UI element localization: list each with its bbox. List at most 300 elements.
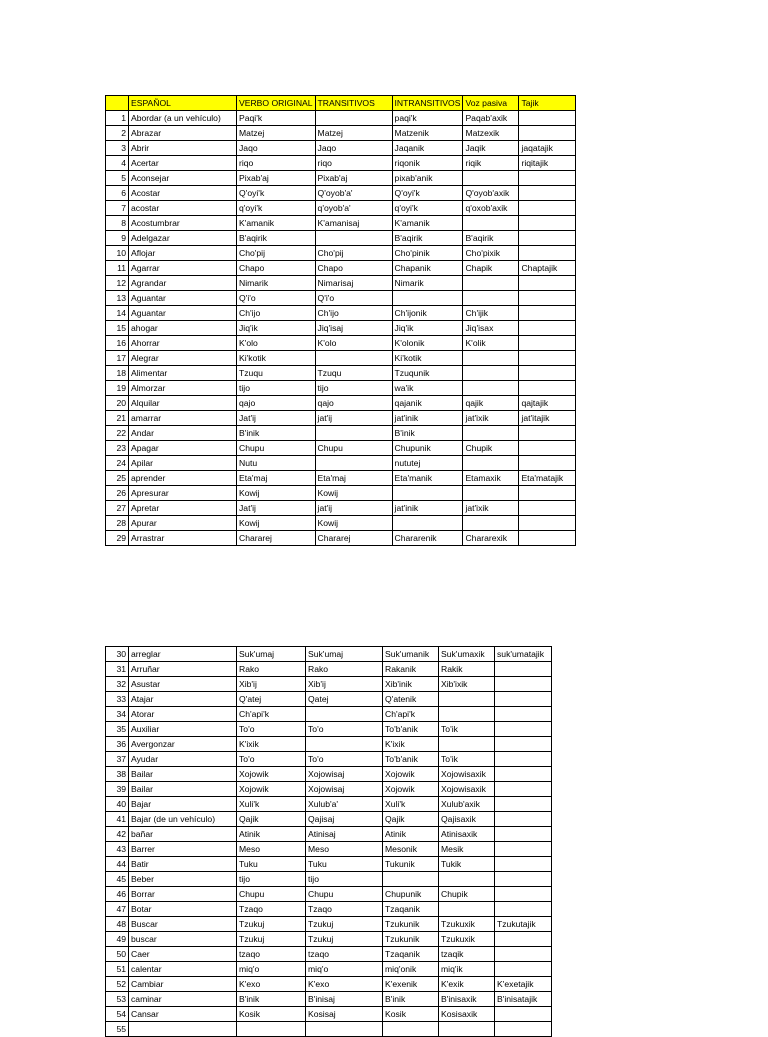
- transitivos-cell[interactable]: To'o: [306, 752, 383, 767]
- intransitivos-cell[interactable]: Mesonik: [383, 842, 439, 857]
- verbo-original-cell[interactable]: miq'o: [237, 962, 306, 977]
- tajik-cell[interactable]: [495, 827, 552, 842]
- transitivos-cell[interactable]: Qajisaj: [306, 812, 383, 827]
- voz-pasiva-cell[interactable]: [463, 216, 519, 231]
- espanol-cell[interactable]: Andar: [129, 426, 237, 441]
- voz-pasiva-cell[interactable]: [463, 366, 519, 381]
- transitivos-cell[interactable]: K'amanisaj: [315, 216, 392, 231]
- espanol-cell[interactable]: Atorar: [129, 707, 237, 722]
- row-number-cell[interactable]: 21: [106, 411, 129, 426]
- espanol-cell[interactable]: Agarrar: [129, 261, 237, 276]
- transitivos-cell[interactable]: Xojowisaj: [306, 782, 383, 797]
- tajik-cell[interactable]: [519, 216, 576, 231]
- transitivos-cell[interactable]: Tzuqu: [315, 366, 392, 381]
- intransitivos-cell[interactable]: K'ixik: [383, 737, 439, 752]
- transitivos-cell[interactable]: B'inisaj: [306, 992, 383, 1007]
- verbo-original-cell[interactable]: Chararej: [237, 531, 316, 546]
- row-number-cell[interactable]: 6: [106, 186, 129, 201]
- voz-pasiva-cell[interactable]: q'oxob'axik: [463, 201, 519, 216]
- verbo-original-cell[interactable]: Q'oyi'k: [237, 186, 316, 201]
- intransitivos-cell[interactable]: Tzukunik: [383, 932, 439, 947]
- row-number-cell[interactable]: 39: [106, 782, 129, 797]
- header-intransitivos[interactable]: INTRANSITIVOS: [392, 96, 463, 111]
- intransitivos-cell[interactable]: Kosik: [383, 1007, 439, 1022]
- row-number-cell[interactable]: 11: [106, 261, 129, 276]
- intransitivos-cell[interactable]: jat'inik: [392, 411, 463, 426]
- row-number-cell[interactable]: 2: [106, 126, 129, 141]
- espanol-cell[interactable]: Bailar: [129, 767, 237, 782]
- espanol-cell[interactable]: Apresurar: [129, 486, 237, 501]
- voz-pasiva-cell[interactable]: Chupik: [439, 887, 495, 902]
- row-number-cell[interactable]: 44: [106, 857, 129, 872]
- intransitivos-cell[interactable]: Chupunik: [383, 887, 439, 902]
- intransitivos-cell[interactable]: Jaqanik: [392, 141, 463, 156]
- intransitivos-cell[interactable]: Xojowik: [383, 782, 439, 797]
- intransitivos-cell[interactable]: Cho'pinik: [392, 246, 463, 261]
- tajik-cell[interactable]: jaqatajik: [519, 141, 576, 156]
- header-verbo-original[interactable]: VERBO ORIGINAL: [237, 96, 316, 111]
- intransitivos-cell[interactable]: Tzaqanik: [383, 902, 439, 917]
- voz-pasiva-cell[interactable]: Tzukuxik: [439, 932, 495, 947]
- espanol-cell[interactable]: Asustar: [129, 677, 237, 692]
- voz-pasiva-cell[interactable]: [463, 171, 519, 186]
- row-number-cell[interactable]: 10: [106, 246, 129, 261]
- row-number-cell[interactable]: 22: [106, 426, 129, 441]
- verbo-original-cell[interactable]: Matzej: [237, 126, 316, 141]
- row-number-cell[interactable]: 43: [106, 842, 129, 857]
- verbo-original-cell[interactable]: Rako: [237, 662, 306, 677]
- row-number-cell[interactable]: 35: [106, 722, 129, 737]
- espanol-cell[interactable]: Bailar: [129, 782, 237, 797]
- espanol-cell[interactable]: Almorzar: [129, 381, 237, 396]
- transitivos-cell[interactable]: Q'oyob'a': [315, 186, 392, 201]
- row-number-cell[interactable]: 24: [106, 456, 129, 471]
- row-number-cell[interactable]: 4: [106, 156, 129, 171]
- verbo-original-cell[interactable]: K'olo: [237, 336, 316, 351]
- tajik-cell[interactable]: [519, 531, 576, 546]
- espanol-cell[interactable]: Apurar: [129, 516, 237, 531]
- tajik-cell[interactable]: [495, 812, 552, 827]
- row-number-cell[interactable]: 17: [106, 351, 129, 366]
- row-number-cell[interactable]: 7: [106, 201, 129, 216]
- voz-pasiva-cell[interactable]: riqik: [463, 156, 519, 171]
- voz-pasiva-cell[interactable]: Rakik: [439, 662, 495, 677]
- voz-pasiva-cell[interactable]: K'exik: [439, 977, 495, 992]
- transitivos-cell[interactable]: Xib'ij: [306, 677, 383, 692]
- intransitivos-cell[interactable]: Ch'ijonik: [392, 306, 463, 321]
- intransitivos-cell[interactable]: Tzuqunik: [392, 366, 463, 381]
- verbo-original-cell[interactable]: riqo: [237, 156, 316, 171]
- tajik-cell[interactable]: [519, 351, 576, 366]
- voz-pasiva-cell[interactable]: [463, 276, 519, 291]
- transitivos-cell[interactable]: Chupu: [306, 887, 383, 902]
- verbo-original-cell[interactable]: Tzaqo: [237, 902, 306, 917]
- voz-pasiva-cell[interactable]: Xojowisaxik: [439, 767, 495, 782]
- verbo-original-cell[interactable]: Paqi'k: [237, 111, 316, 126]
- verbo-original-cell[interactable]: tijo: [237, 872, 306, 887]
- tajik-cell[interactable]: [519, 366, 576, 381]
- row-number-cell[interactable]: 5: [106, 171, 129, 186]
- espanol-cell[interactable]: Barrer: [129, 842, 237, 857]
- tajik-cell[interactable]: [495, 962, 552, 977]
- row-number-cell[interactable]: 26: [106, 486, 129, 501]
- voz-pasiva-cell[interactable]: Etamaxik: [463, 471, 519, 486]
- voz-pasiva-cell[interactable]: Q'oyob'axik: [463, 186, 519, 201]
- transitivos-cell[interactable]: Pixab'aj: [315, 171, 392, 186]
- verbo-original-cell[interactable]: K'amanik: [237, 216, 316, 231]
- tajik-cell[interactable]: [495, 842, 552, 857]
- row-number-cell[interactable]: 19: [106, 381, 129, 396]
- espanol-cell[interactable]: Acostar: [129, 186, 237, 201]
- transitivos-cell[interactable]: [315, 351, 392, 366]
- intransitivos-cell[interactable]: To'b'anik: [383, 752, 439, 767]
- intransitivos-cell[interactable]: K'olonik: [392, 336, 463, 351]
- transitivos-cell[interactable]: Tuku: [306, 857, 383, 872]
- verbo-original-cell[interactable]: B'inik: [237, 992, 306, 1007]
- transitivos-cell[interactable]: To'o: [306, 722, 383, 737]
- transitivos-cell[interactable]: Cho'pij: [315, 246, 392, 261]
- voz-pasiva-cell[interactable]: [439, 872, 495, 887]
- transitivos-cell[interactable]: Tzukuj: [306, 917, 383, 932]
- transitivos-cell[interactable]: Qatej: [306, 692, 383, 707]
- voz-pasiva-cell[interactable]: [439, 692, 495, 707]
- row-number-cell[interactable]: 31: [106, 662, 129, 677]
- row-number-cell[interactable]: 28: [106, 516, 129, 531]
- voz-pasiva-cell[interactable]: Xib'ixik: [439, 677, 495, 692]
- verbo-original-cell[interactable]: Tzuqu: [237, 366, 316, 381]
- transitivos-cell[interactable]: tijo: [306, 872, 383, 887]
- espanol-cell[interactable]: Apagar: [129, 441, 237, 456]
- transitivos-cell[interactable]: Atinisaj: [306, 827, 383, 842]
- transitivos-cell[interactable]: jat'ij: [315, 501, 392, 516]
- intransitivos-cell[interactable]: Matzenik: [392, 126, 463, 141]
- tajik-cell[interactable]: riqitajik: [519, 156, 576, 171]
- espanol-cell[interactable]: Acostumbrar: [129, 216, 237, 231]
- verbo-original-cell[interactable]: q'oyi'k: [237, 201, 316, 216]
- voz-pasiva-cell[interactable]: B'aqirik: [463, 231, 519, 246]
- verbo-original-cell[interactable]: Jiq'ik: [237, 321, 316, 336]
- intransitivos-cell[interactable]: Chapanik: [392, 261, 463, 276]
- row-number-cell[interactable]: 51: [106, 962, 129, 977]
- voz-pasiva-cell[interactable]: [439, 707, 495, 722]
- header-row-number[interactable]: [106, 96, 129, 111]
- tajik-cell[interactable]: [495, 902, 552, 917]
- transitivos-cell[interactable]: q'oyob'a': [315, 201, 392, 216]
- row-number-cell[interactable]: 55: [106, 1022, 129, 1037]
- verbo-original-cell[interactable]: Eta'maj: [237, 471, 316, 486]
- espanol-cell[interactable]: Atajar: [129, 692, 237, 707]
- row-number-cell[interactable]: 48: [106, 917, 129, 932]
- row-number-cell[interactable]: 49: [106, 932, 129, 947]
- row-number-cell[interactable]: 18: [106, 366, 129, 381]
- verbo-original-cell[interactable]: Xojowik: [237, 767, 306, 782]
- intransitivos-cell[interactable]: paqi'k: [392, 111, 463, 126]
- header-tajik[interactable]: Tajik: [519, 96, 576, 111]
- tajik-cell[interactable]: [495, 872, 552, 887]
- tajik-cell[interactable]: [519, 186, 576, 201]
- voz-pasiva-cell[interactable]: Xulub'axik: [439, 797, 495, 812]
- voz-pasiva-cell[interactable]: Paqab'axik: [463, 111, 519, 126]
- intransitivos-cell[interactable]: [392, 486, 463, 501]
- transitivos-cell[interactable]: [306, 737, 383, 752]
- espanol-cell[interactable]: Abrazar: [129, 126, 237, 141]
- tajik-cell[interactable]: [495, 677, 552, 692]
- verbo-original-cell[interactable]: Nutu: [237, 456, 316, 471]
- intransitivos-cell[interactable]: B'inik: [383, 992, 439, 1007]
- transitivos-cell[interactable]: Kowij: [315, 486, 392, 501]
- row-number-cell[interactable]: 53: [106, 992, 129, 1007]
- tajik-cell[interactable]: [519, 111, 576, 126]
- espanol-cell[interactable]: Cansar: [129, 1007, 237, 1022]
- transitivos-cell[interactable]: Chupu: [315, 441, 392, 456]
- verbo-original-cell[interactable]: Cho'pij: [237, 246, 316, 261]
- espanol-cell[interactable]: Buscar: [129, 917, 237, 932]
- tajik-cell[interactable]: [519, 441, 576, 456]
- verbo-original-cell[interactable]: Atinik: [237, 827, 306, 842]
- tajik-cell[interactable]: K'exetajik: [495, 977, 552, 992]
- transitivos-cell[interactable]: Tzukuj: [306, 932, 383, 947]
- intransitivos-cell[interactable]: riqonik: [392, 156, 463, 171]
- verbo-original-cell[interactable]: Q'i'o: [237, 291, 316, 306]
- espanol-cell[interactable]: calentar: [129, 962, 237, 977]
- tajik-cell[interactable]: [495, 707, 552, 722]
- tajik-cell[interactable]: [495, 932, 552, 947]
- row-number-cell[interactable]: 54: [106, 1007, 129, 1022]
- verbo-original-cell[interactable]: Xib'ij: [237, 677, 306, 692]
- voz-pasiva-cell[interactable]: To'ik: [439, 752, 495, 767]
- row-number-cell[interactable]: 25: [106, 471, 129, 486]
- intransitivos-cell[interactable]: Tzaqanik: [383, 947, 439, 962]
- verbo-original-cell[interactable]: Qajik: [237, 812, 306, 827]
- transitivos-cell[interactable]: Nimarisaj: [315, 276, 392, 291]
- intransitivos-cell[interactable]: K'amanik: [392, 216, 463, 231]
- espanol-cell[interactable]: acostar: [129, 201, 237, 216]
- espanol-cell[interactable]: aprender: [129, 471, 237, 486]
- tajik-cell[interactable]: [495, 782, 552, 797]
- row-number-cell[interactable]: 37: [106, 752, 129, 767]
- row-number-cell[interactable]: 34: [106, 707, 129, 722]
- tajik-cell[interactable]: [495, 662, 552, 677]
- intransitivos-cell[interactable]: Xuli'k: [383, 797, 439, 812]
- verbo-original-cell[interactable]: Pixab'aj: [237, 171, 316, 186]
- voz-pasiva-cell[interactable]: Tukik: [439, 857, 495, 872]
- voz-pasiva-cell[interactable]: Ch'ijik: [463, 306, 519, 321]
- row-number-cell[interactable]: 45: [106, 872, 129, 887]
- espanol-cell[interactable]: Aguantar: [129, 291, 237, 306]
- intransitivos-cell[interactable]: wa'ik: [392, 381, 463, 396]
- voz-pasiva-cell[interactable]: [463, 456, 519, 471]
- tajik-cell[interactable]: [519, 291, 576, 306]
- intransitivos-cell[interactable]: To'b'anik: [383, 722, 439, 737]
- transitivos-cell[interactable]: tzaqo: [306, 947, 383, 962]
- espanol-cell[interactable]: Batir: [129, 857, 237, 872]
- verbo-original-cell[interactable]: To'o: [237, 722, 306, 737]
- verbo-original-cell[interactable]: Ki'kotik: [237, 351, 316, 366]
- intransitivos-cell[interactable]: miq'onik: [383, 962, 439, 977]
- transitivos-cell[interactable]: riqo: [315, 156, 392, 171]
- row-number-cell[interactable]: 23: [106, 441, 129, 456]
- transitivos-cell[interactable]: Jaqo: [315, 141, 392, 156]
- verbo-original-cell[interactable]: Q'atej: [237, 692, 306, 707]
- transitivos-cell[interactable]: K'olo: [315, 336, 392, 351]
- voz-pasiva-cell[interactable]: To'ik: [439, 722, 495, 737]
- intransitivos-cell[interactable]: qajanik: [392, 396, 463, 411]
- voz-pasiva-cell[interactable]: K'olik: [463, 336, 519, 351]
- row-number-cell[interactable]: 9: [106, 231, 129, 246]
- espanol-cell[interactable]: Agrandar: [129, 276, 237, 291]
- verbo-original-cell[interactable]: tzaqo: [237, 947, 306, 962]
- tajik-cell[interactable]: qajtajik: [519, 396, 576, 411]
- voz-pasiva-cell[interactable]: [439, 737, 495, 752]
- row-number-cell[interactable]: 13: [106, 291, 129, 306]
- transitivos-cell[interactable]: Kowij: [315, 516, 392, 531]
- voz-pasiva-cell[interactable]: B'inisaxik: [439, 992, 495, 1007]
- voz-pasiva-cell[interactable]: Chapik: [463, 261, 519, 276]
- intransitivos-cell[interactable]: Q'oyi'k: [392, 186, 463, 201]
- transitivos-cell[interactable]: [315, 456, 392, 471]
- row-number-cell[interactable]: 14: [106, 306, 129, 321]
- espanol-cell[interactable]: caminar: [129, 992, 237, 1007]
- espanol-cell[interactable]: Arruñar: [129, 662, 237, 677]
- tajik-cell[interactable]: [519, 381, 576, 396]
- transitivos-cell[interactable]: Meso: [306, 842, 383, 857]
- espanol-cell[interactable]: Aconsejar: [129, 171, 237, 186]
- intransitivos-cell[interactable]: Tukunik: [383, 857, 439, 872]
- espanol-cell[interactable]: Ahorrar: [129, 336, 237, 351]
- transitivos-cell[interactable]: Chararej: [315, 531, 392, 546]
- voz-pasiva-cell[interactable]: jat'ixik: [463, 501, 519, 516]
- verbo-original-cell[interactable]: qajo: [237, 396, 316, 411]
- intransitivos-cell[interactable]: B'inik: [392, 426, 463, 441]
- verbo-original-cell[interactable]: Kowij: [237, 486, 316, 501]
- row-number-cell[interactable]: 12: [106, 276, 129, 291]
- espanol-cell[interactable]: Arrastrar: [129, 531, 237, 546]
- intransitivos-cell[interactable]: Xojowik: [383, 767, 439, 782]
- tajik-cell[interactable]: [495, 737, 552, 752]
- voz-pasiva-cell[interactable]: Qajisaxik: [439, 812, 495, 827]
- tajik-cell[interactable]: [519, 321, 576, 336]
- intransitivos-cell[interactable]: [383, 872, 439, 887]
- tajik-cell[interactable]: [495, 947, 552, 962]
- espanol-cell[interactable]: Botar: [129, 902, 237, 917]
- tajik-cell[interactable]: [495, 1007, 552, 1022]
- voz-pasiva-cell[interactable]: tzaqik: [439, 947, 495, 962]
- verbo-original-cell[interactable]: Tzukuj: [237, 917, 306, 932]
- row-number-cell[interactable]: 50: [106, 947, 129, 962]
- row-number-cell[interactable]: 3: [106, 141, 129, 156]
- verbo-original-cell[interactable]: Chupu: [237, 441, 316, 456]
- espanol-cell[interactable]: Alquilar: [129, 396, 237, 411]
- intransitivos-cell[interactable]: Qajik: [383, 812, 439, 827]
- intransitivos-cell[interactable]: Nimarik: [392, 276, 463, 291]
- espanol-cell[interactable]: Abordar (a un vehículo): [129, 111, 237, 126]
- voz-pasiva-cell[interactable]: [463, 381, 519, 396]
- row-number-cell[interactable]: 40: [106, 797, 129, 812]
- espanol-cell[interactable]: Alegrar: [129, 351, 237, 366]
- transitivos-cell[interactable]: tijo: [315, 381, 392, 396]
- row-number-cell[interactable]: 27: [106, 501, 129, 516]
- verbo-original-cell[interactable]: Xuli'k: [237, 797, 306, 812]
- transitivos-cell[interactable]: Xojowisaj: [306, 767, 383, 782]
- row-number-cell[interactable]: 42: [106, 827, 129, 842]
- voz-pasiva-cell[interactable]: Mesik: [439, 842, 495, 857]
- intransitivos-cell[interactable]: B'aqirik: [392, 231, 463, 246]
- transitivos-cell[interactable]: [315, 231, 392, 246]
- espanol-cell[interactable]: Borrar: [129, 887, 237, 902]
- transitivos-cell[interactable]: miq'o: [306, 962, 383, 977]
- intransitivos-cell[interactable]: Suk'umanik: [383, 647, 439, 662]
- espanol-cell[interactable]: Auxiliar: [129, 722, 237, 737]
- espanol-cell[interactable]: ahogar: [129, 321, 237, 336]
- transitivos-cell[interactable]: Ch'ijo: [315, 306, 392, 321]
- espanol-cell[interactable]: Caer: [129, 947, 237, 962]
- voz-pasiva-cell[interactable]: [463, 486, 519, 501]
- intransitivos-cell[interactable]: Eta'manik: [392, 471, 463, 486]
- verbo-original-cell[interactable]: Ch'ijo: [237, 306, 316, 321]
- verbo-original-cell[interactable]: Nimarik: [237, 276, 316, 291]
- transitivos-cell[interactable]: [306, 707, 383, 722]
- espanol-cell[interactable]: amarrar: [129, 411, 237, 426]
- voz-pasiva-cell[interactable]: [463, 426, 519, 441]
- verbo-original-cell[interactable]: K'ixik: [237, 737, 306, 752]
- intransitivos-cell[interactable]: Ki'kotik: [392, 351, 463, 366]
- tajik-cell[interactable]: Chaptajik: [519, 261, 576, 276]
- tajik-cell[interactable]: [519, 336, 576, 351]
- row-number-cell[interactable]: 8: [106, 216, 129, 231]
- tajik-cell[interactable]: Eta'matajik: [519, 471, 576, 486]
- voz-pasiva-cell[interactable]: Xojowisaxik: [439, 782, 495, 797]
- transitivos-cell[interactable]: Suk'umaj: [306, 647, 383, 662]
- verbo-original-cell[interactable]: Tuku: [237, 857, 306, 872]
- tajik-cell[interactable]: [519, 501, 576, 516]
- verbo-original-cell[interactable]: Kowij: [237, 516, 316, 531]
- verbo-original-cell[interactable]: Jat'ij: [237, 501, 316, 516]
- row-number-cell[interactable]: 46: [106, 887, 129, 902]
- espanol-cell[interactable]: Ayudar: [129, 752, 237, 767]
- espanol-cell[interactable]: arreglar: [129, 647, 237, 662]
- espanol-cell[interactable]: Cambiar: [129, 977, 237, 992]
- verbo-original-cell[interactable]: K'exo: [237, 977, 306, 992]
- transitivos-cell[interactable]: Rako: [306, 662, 383, 677]
- voz-pasiva-cell[interactable]: Kosisaxik: [439, 1007, 495, 1022]
- tajik-cell[interactable]: [519, 426, 576, 441]
- row-number-cell[interactable]: 30: [106, 647, 129, 662]
- intransitivos-cell[interactable]: Chupunik: [392, 441, 463, 456]
- espanol-cell[interactable]: Bajar (de un vehículo): [129, 812, 237, 827]
- verbo-original-cell[interactable]: Chupu: [237, 887, 306, 902]
- voz-pasiva-cell[interactable]: Atinisaxik: [439, 827, 495, 842]
- tajik-cell[interactable]: [495, 752, 552, 767]
- transitivos-cell[interactable]: [315, 426, 392, 441]
- header-espanol[interactable]: ESPAÑOL: [129, 96, 237, 111]
- transitivos-cell[interactable]: Xulub'a': [306, 797, 383, 812]
- tajik-cell[interactable]: [495, 887, 552, 902]
- voz-pasiva-cell[interactable]: Matzexik: [463, 126, 519, 141]
- tajik-cell[interactable]: [519, 306, 576, 321]
- intransitivos-cell[interactable]: Xib'inik: [383, 677, 439, 692]
- intransitivos-cell[interactable]: pixab'anik: [392, 171, 463, 186]
- espanol-cell[interactable]: Apretar: [129, 501, 237, 516]
- voz-pasiva-cell[interactable]: Chararexik: [463, 531, 519, 546]
- tajik-cell[interactable]: [519, 486, 576, 501]
- row-number-cell[interactable]: 32: [106, 677, 129, 692]
- intransitivos-cell[interactable]: [392, 291, 463, 306]
- espanol-cell[interactable]: bañar: [129, 827, 237, 842]
- header-transitivos[interactable]: TRANSITIVOS: [315, 96, 392, 111]
- intransitivos-cell[interactable]: Q'atenik: [383, 692, 439, 707]
- transitivos-cell[interactable]: jat'ij: [315, 411, 392, 426]
- espanol-cell[interactable]: Acertar: [129, 156, 237, 171]
